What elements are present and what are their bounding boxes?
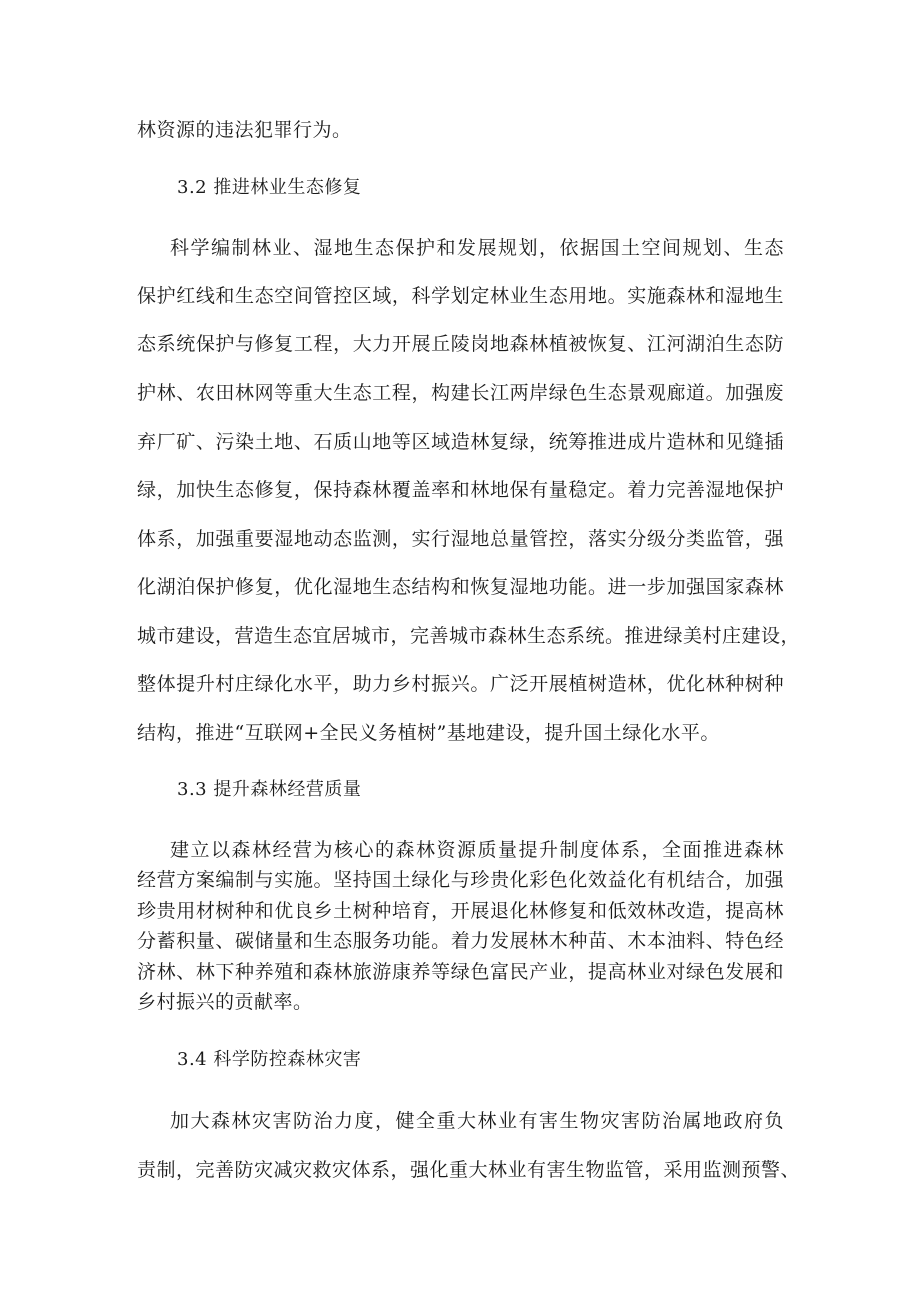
paragraph-continuation-line: 林资源的违法犯罪行为。 — [137, 119, 352, 141]
section-heading-3-2: 3.2 推进林业生态修复 — [177, 177, 362, 198]
paragraph-line: 城市建设，营造生态宜居城市，完善城市森林生态系统。推进绿美村庄建设， — [137, 625, 801, 647]
paragraph-line: 科学编制林业、湿地生态保护和发展规划，依据国土空间规划、生态 — [170, 237, 784, 259]
paragraph-last-line: 乡村振兴的贡献率。 — [137, 991, 313, 1013]
section-heading-3-4: 3.4 科学防控森林灾害 — [177, 1049, 362, 1070]
paragraph-line: 绿，加快生态修复，保持森林覆盖率和林地保有量稳定。着力完善湿地保护 — [137, 479, 784, 501]
paragraph-line: 态系统保护与修复工程，大力开展丘陵岗地森林植被恢复、江河湖泊生态防 — [137, 333, 784, 355]
paragraph-line: 经营方案编制与实施。坚持国土绿化与珍贵化彩色化效益化有机结合，加强 — [137, 869, 784, 891]
paragraph-line: 护林、农田林网等重大生态工程，构建长江两岸绿色生态景观廊道。加强废 — [137, 382, 784, 404]
section-heading-3-3: 3.3 提升森林经营质量 — [177, 779, 362, 800]
paragraph-line: 分蓄积量、碳储量和生态服务功能。着力发展林木种苗、木本油料、特色经 — [137, 930, 784, 952]
paragraph-line: 化湖泊保护修复，优化湿地生态结构和恢复湿地功能。进一步加强国家森林 — [137, 576, 784, 598]
paragraph-line: 责制，完善防灾减灾救灾体系，强化重大林业有害生物监管，采用监测预警、 — [137, 1159, 801, 1181]
paragraph-line: 体系，加强重要湿地动态监测，实行湿地总量管控，落实分级分类监管，强 — [137, 528, 784, 550]
paragraph-line: 济林、林下种养殖和森林旅游康养等绿色富民产业，提高林业对绿色发展和 — [137, 961, 784, 983]
paragraph-line: 保护红线和生态空间管控区域，科学划定林业生态用地。实施森林和湿地生 — [137, 285, 784, 307]
paragraph-line: 建立以森林经营为核心的森林资源质量提升制度体系，全面推进森林 — [170, 839, 784, 861]
paragraph-last-line: 结构，推进“互联网+全民义务植树”基地建设，提升国土绿化水平。 — [137, 722, 720, 744]
paragraph-line: 加大森林灾害防治力度，健全重大林业有害生物灾害防治属地政府负 — [170, 1110, 784, 1132]
paragraph-line: 整体提升村庄绿化水平，助力乡村振兴。广泛开展植树造林，优化林种树种 — [137, 673, 784, 695]
paragraph-line: 珍贵用材树种和优良乡土树种培育，开展退化林修复和低效林改造，提高林 — [137, 900, 784, 922]
paragraph-line: 弃厂矿、污染土地、石质山地等区域造林复绿，统筹推进成片造林和见缝插 — [137, 431, 784, 453]
